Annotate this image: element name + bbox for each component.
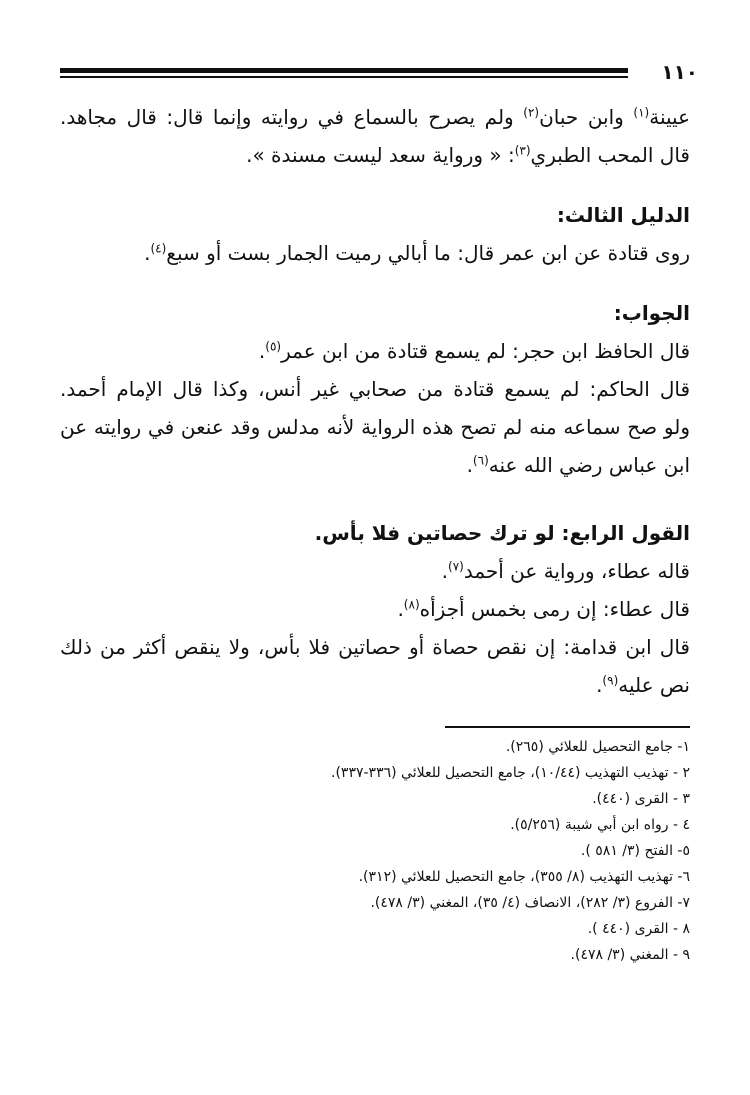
- footnote: ٢ - تهذيب التهذيب (١٠/٤٤)، جامع التحصيل للعلائي (٣٣٦-٣٣٧).: [331, 764, 690, 781]
- page-number: ١١٠: [661, 60, 698, 84]
- paragraph-line: قال الحافظ ابن حجر: لم يسمع قتادة من ابن عمر$^{(٥)}$.: [258, 339, 690, 363]
- paragraph-line: ولو صح سماعه منه لم تصح هذه الرواية لأنه مدلس وقد عنعن في روايته عن: [60, 415, 690, 439]
- footnotes: [60, 734, 690, 968]
- footnote: ٨ - القرى (٤٤٠ ).: [587, 920, 690, 937]
- paragraph-line: روى قتادة عن ابن عمر قال: ما أبالي رميت الجمار بست أو سبع$^{(٤)}$.: [144, 241, 690, 265]
- footnote: ٦- تهذيب التهذيب (٨/ ٣٥٥)، جامع التحصيل للعلائي (٣١٢).: [358, 868, 690, 885]
- header-rule: [60, 68, 628, 78]
- footnote-separator: [445, 726, 690, 728]
- footnote: ٤ - رواه ابن أبي شيبة (٥/٢٥٦).: [510, 816, 690, 833]
- paragraph-line: قال المحب الطبري$^{(٣)}$: « ورواية سعد ليست مسندة ».: [246, 143, 690, 167]
- paragraph-line: قال عطاء: إن رمى بخمس أجزأه$^{(٨)}$.: [397, 597, 690, 621]
- section-heading: القول الرابع: لو ترك حصاتين فلا بأس.: [314, 521, 690, 545]
- footnote: ٥- الفتح (٣/ ٥٨١ ).: [580, 842, 690, 859]
- section-heading: الجواب:: [613, 301, 690, 325]
- footnote: ٣ - القرى (٤٤٠).: [592, 790, 690, 807]
- main-text: [60, 98, 690, 704]
- section-heading: الدليل الثالث:: [556, 203, 690, 227]
- book-page: [60, 58, 698, 968]
- paragraph-line: عيينة$^{(١)}$ وابن حبان$^{(٢)}$ ولم يصرح بالسماع في روايته وإنما قال: قال مجاهد.: [60, 105, 690, 129]
- footnote: ١- جامع التحصيل للعلائي (٢٦٥).: [505, 738, 690, 755]
- paragraph-line: قاله عطاء، ورواية عن أحمد$^{(٧)}$.: [441, 559, 690, 583]
- footnote: ٩ - المغني (٣/ ٤٧٨).: [570, 946, 690, 963]
- paragraph-line: قال ابن قدامة: إن نقص حصاة أو حصاتين فلا بأس، ولا ينقص أكثر من ذلك: [60, 635, 690, 659]
- footnote: ٧- الفروع (٣/ ٢٨٢)، الانصاف (٤/ ٣٥)، المغني (٣/ ٤٧٨).: [370, 894, 690, 911]
- page-header: [60, 58, 698, 88]
- paragraph-line: ابن عباس رضي الله عنه$^{(٦)}$.: [466, 453, 690, 477]
- paragraph-line: قال الحاكم: لم يسمع قتادة من صحابي غير أنس، وكذا قال الإمام أحمد.: [60, 377, 690, 401]
- paragraph-line: نص عليه$^{(٩)}$.: [596, 673, 690, 697]
